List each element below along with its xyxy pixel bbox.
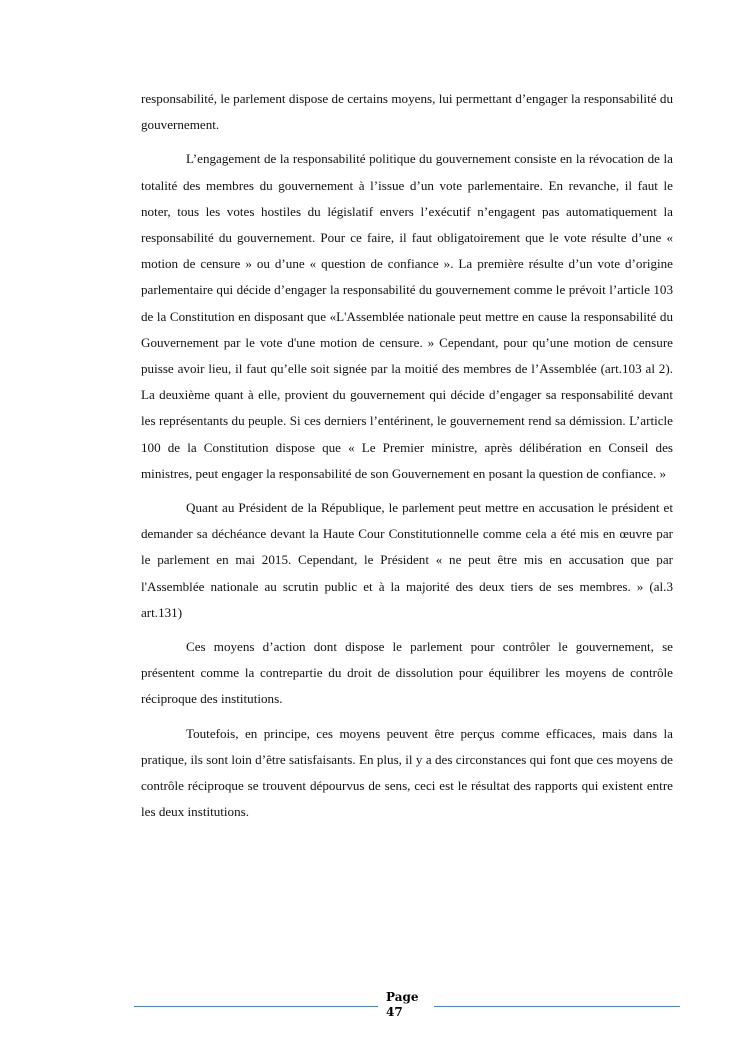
page-label: Page	[386, 990, 419, 1004]
footer-rule-right	[434, 1006, 680, 1007]
page-footer	[134, 990, 680, 1026]
paragraph-responsabilite-politique: L’engagement de la responsabilité politique du gouvernement consiste en la révocation de la totalité des membres du gouvernement à l’issue d’un vote parlementaire. En revanche, il faut le noter, tous les votes hostiles du législatif envers l’exécutif n’engagent pas automatiquement la responsabilité du gouvernement. Pour ce faire, il faut obligatoirement que le vote résulte d’une « motion de censure » ou d’une « question de confiance ». La première résulte d’un vote d’origine parlementaire qui décide d’engager la responsabilité du gouvernement comme le prévoit l’article 103 de la Constitution en disposant que «L'Assemblée nationale peut mettre en cause la responsabilité du Gouvernement par le vote d'une motion de censure. » Cependant, pour qu’une motion de censure puisse avoir lieu, il faut qu’elle soit signée par la moitié des membres de l’Assemblée (art.103 al 2). La deuxième quant à elle, provient du gouvernement qui décide d’engager sa responsabilité devant les représentants du peuple. Si ces derniers l’entérinent, le gouvernement rend sa démission. L’article 100 de la Constitution dispose que « Le Premier ministre, après délibération en Conseil des ministres, peut engager la responsabilité de son Gouvernement en posant la question de confiance. »	[141, 151, 673, 481]
page-number: 47	[386, 1005, 403, 1019]
paragraph-moyens-action: Ces moyens d’action dont dispose le parlement pour contrôler le gouvernement, se présentent comme la contrepartie du droit de dissolution pour équilibrer les moyens de contrôle réciproque des institutions.	[141, 639, 673, 707]
paragraph-continuation: responsabilité, le parlement dispose de certains moyens, lui permettant d’engager la responsabilité du gouvernement.	[141, 91, 673, 133]
page-number-block	[386, 990, 419, 1020]
footer-rule-left	[134, 1006, 378, 1007]
paragraph-president: Quant au Président de la République, le parlement peut mettre en accusation le président et demander sa déchéance devant la Haute Cour Constitutionnelle comme cela a été mis en œuvre par le parlement en mai 2015. Cependant, le Président « ne peut être mis en accusation que par l'Assemblée nationale au scrutin public et à la majorité des deux tiers de ses membres. » (al.3 art.131)	[141, 500, 673, 620]
document-body	[141, 86, 673, 833]
paragraph-toutefois: Toutefois, en principe, ces moyens peuvent être perçus comme efficaces, mais dans la pratique, ils sont loin d’être satisfaisants. En plus, il y a des circonstances qui font que ces moyens de contrôle réciproque se trouvent dépourvus de sens, ceci est le résultat des rapports qui existent entre les deux institutions.	[141, 725, 673, 820]
